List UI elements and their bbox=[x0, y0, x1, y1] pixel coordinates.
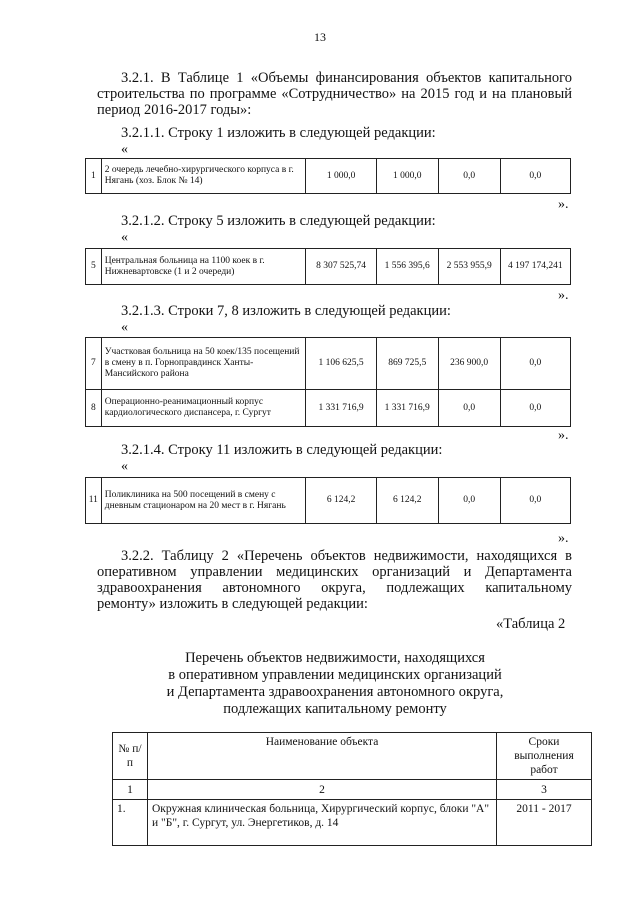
table-header-row bbox=[113, 733, 592, 780]
col-number-2: 2 bbox=[148, 780, 497, 800]
close-quote: ». bbox=[558, 197, 569, 212]
paragraph-3-2-2 bbox=[97, 548, 572, 612]
open-quote: « bbox=[121, 142, 128, 157]
open-quote: « bbox=[121, 230, 128, 245]
value-total: 8 307 525,74 bbox=[306, 249, 376, 285]
page-number: 13 bbox=[314, 30, 326, 44]
replacement-row-table bbox=[85, 248, 571, 285]
value-2017: 0,0 bbox=[500, 338, 570, 390]
table-row bbox=[86, 159, 571, 194]
table-2 bbox=[112, 732, 592, 846]
value-total: 1 000,0 bbox=[306, 159, 376, 194]
close-quote: ». bbox=[558, 531, 569, 546]
col-number-1: 1 bbox=[113, 780, 148, 800]
header-name: Наименование объекта bbox=[148, 733, 497, 780]
table-row bbox=[113, 800, 592, 846]
value-2016: 0,0 bbox=[438, 390, 500, 427]
col-number-3: 3 bbox=[497, 780, 592, 800]
caption-line: Перечень объектов недвижимости, находящихся bbox=[185, 650, 485, 666]
object-name: Операционно-реанимационный корпус кардиологического диспансера, г. Сургут bbox=[101, 390, 306, 427]
paragraph-line: здравоохранения автономного округа, подлежащих капитальному bbox=[97, 580, 572, 596]
subsection-heading: 3.2.1.3. Строки 7, 8 изложить в следующей редакции: bbox=[121, 303, 451, 319]
value-2017: 0,0 bbox=[500, 390, 570, 427]
table-row bbox=[86, 249, 571, 285]
header-num: № п/п bbox=[113, 733, 148, 780]
close-quote: ». bbox=[558, 428, 569, 443]
value-2017: 0,0 bbox=[500, 478, 570, 524]
value-2017: 4 197 174,241 bbox=[500, 249, 570, 285]
replacement-row-table bbox=[85, 337, 571, 427]
value-2016: 0,0 bbox=[438, 159, 500, 194]
object-name: Окружная клиническая больница, Хирургический корпус, блоки "А" и "Б", г. Сургут, ул. Энергетиков, д. 14 bbox=[148, 800, 497, 846]
open-quote: « bbox=[121, 320, 128, 335]
paragraph-line: ремонту» изложить в следующей редакции: bbox=[97, 596, 368, 612]
paragraph-line: оперативном управлении медицинских организаций и Департамента bbox=[97, 564, 572, 580]
paragraph-line: 3.2.1. В Таблице 1 «Объемы финансирования объектов капитального bbox=[121, 70, 572, 86]
caption-line: в оперативном управлении медицинских организаций bbox=[168, 667, 502, 683]
row-number: 5 bbox=[86, 249, 102, 285]
table-row bbox=[86, 390, 571, 427]
close-quote: ». bbox=[558, 288, 569, 303]
value-2016: 2 553 955,9 bbox=[438, 249, 500, 285]
table-2-label: «Таблица 2 bbox=[496, 616, 566, 632]
value-2015: 1 000,0 bbox=[376, 159, 438, 194]
header-terms: Сроки выполнения работ bbox=[497, 733, 592, 780]
value-2016: 0,0 bbox=[438, 478, 500, 524]
paragraph-line: период 2016-2017 годы»: bbox=[97, 102, 252, 118]
table-row bbox=[86, 338, 571, 390]
value-total: 6 124,2 bbox=[306, 478, 376, 524]
object-name: Участковая больница на 50 коек/135 посещений в смену в п. Горноправдинск Ханты-Мансийского района bbox=[101, 338, 306, 390]
value-2015: 6 124,2 bbox=[376, 478, 438, 524]
table-2-caption bbox=[120, 650, 550, 718]
caption-line: подлежащих капитальному ремонту bbox=[223, 701, 447, 717]
subsection-heading: 3.2.1.2. Строку 5 изложить в следующей редакции: bbox=[121, 213, 436, 229]
paragraph-line: строительства по программе «Сотрудничество» на 2015 год и на плановый bbox=[97, 86, 572, 102]
value-2015: 1 556 395,6 bbox=[376, 249, 438, 285]
value-2015: 1 331 716,9 bbox=[376, 390, 438, 427]
open-quote: « bbox=[121, 459, 128, 474]
value-2016: 236 900,0 bbox=[438, 338, 500, 390]
row-number: 7 bbox=[86, 338, 102, 390]
paragraph-line: 3.2.2. Таблицу 2 «Перечень объектов недвижимости, находящихся в bbox=[121, 548, 572, 564]
value-2015: 869 725,5 bbox=[376, 338, 438, 390]
object-name: 2 очередь лечебно-хирургического корпуса в г. Нягань (хоз. Блок № 14) bbox=[101, 159, 306, 194]
row-number: 1 bbox=[86, 159, 102, 194]
row-number: 11 bbox=[86, 478, 102, 524]
object-name: Центральная больница на 1100 коек в г. Нижневартовске (1 и 2 очереди) bbox=[101, 249, 306, 285]
value-total: 1 106 625,5 bbox=[306, 338, 376, 390]
row-number: 1. bbox=[113, 800, 148, 846]
replacement-row-table bbox=[85, 477, 571, 524]
table-numbering-row bbox=[113, 780, 592, 800]
subsection-heading: 3.2.1.1. Строку 1 изложить в следующей редакции: bbox=[121, 125, 436, 141]
table-row bbox=[86, 478, 571, 524]
caption-line: и Департамента здравоохранения автономного округа, bbox=[166, 684, 504, 700]
value-total: 1 331 716,9 bbox=[306, 390, 376, 427]
object-name: Поликлиника на 500 посещений в смену с дневным стационаром на 20 мест в г. Нягань bbox=[101, 478, 306, 524]
work-terms: 2011 - 2017 bbox=[497, 800, 592, 846]
row-number: 8 bbox=[86, 390, 102, 427]
replacement-row-table bbox=[85, 158, 571, 194]
paragraph-3-2-1 bbox=[97, 70, 572, 118]
value-2017: 0,0 bbox=[500, 159, 570, 194]
subsection-heading: 3.2.1.4. Строку 11 изложить в следующей редакции: bbox=[121, 442, 443, 458]
